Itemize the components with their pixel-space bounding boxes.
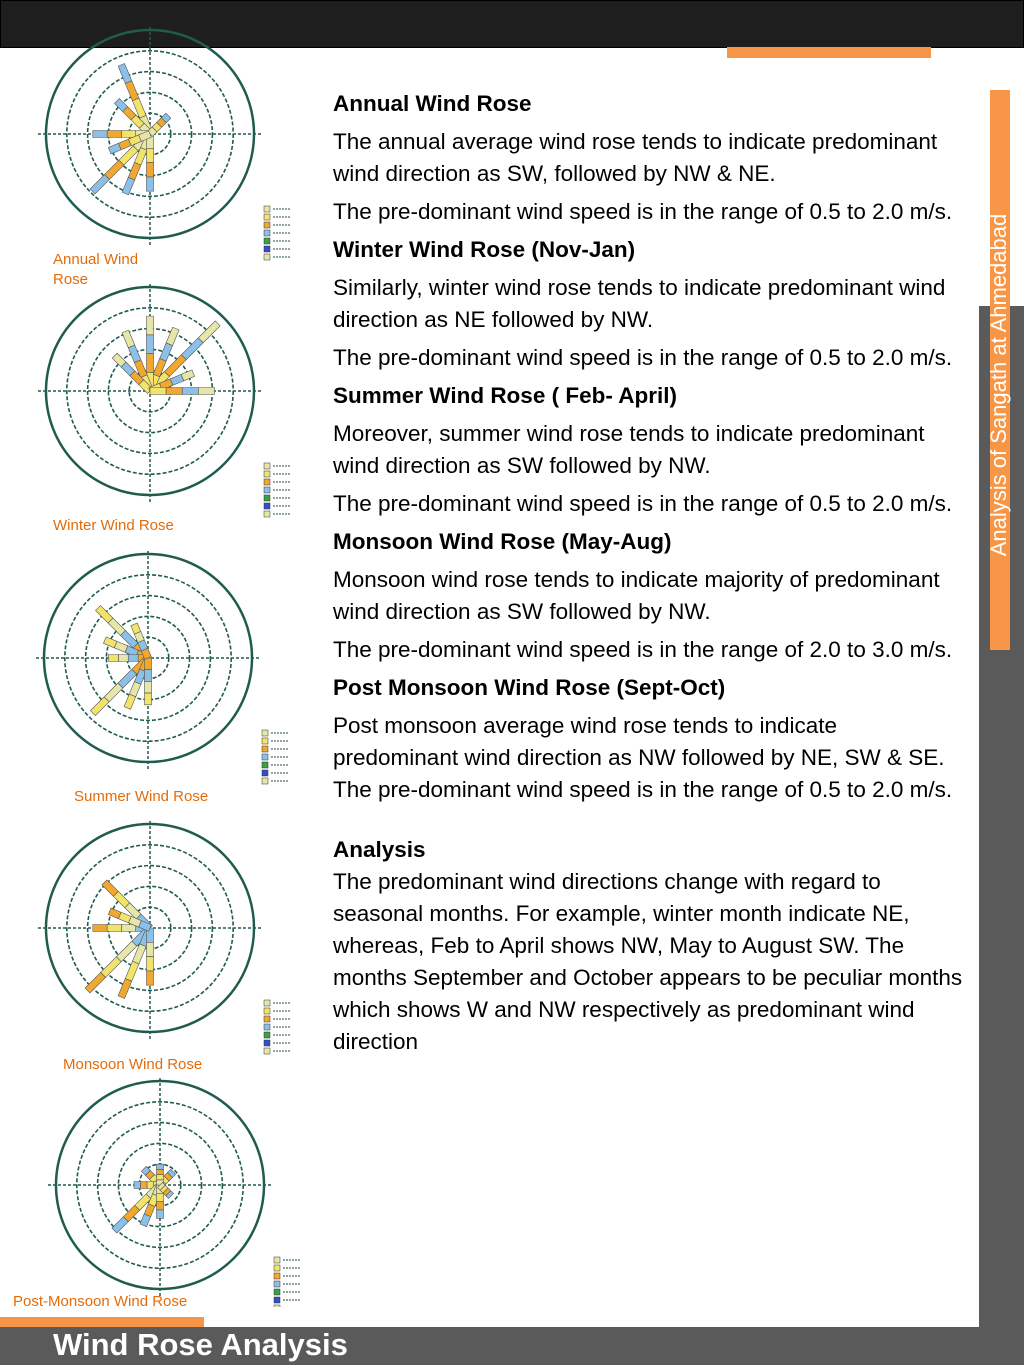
- wind-rose-summer: [28, 550, 298, 790]
- text-winter-direction: Similarly, winter wind rose tends to indicate predominant wind direction as NE followed by NW.: [333, 275, 946, 332]
- rose-legend: [262, 730, 288, 784]
- wind-rose-svg: [30, 820, 300, 1060]
- wind-rose-svg: [30, 283, 300, 523]
- text-monsoon-direction: Monsoon wind rose tends to indicate majority of predominant wind direction as SW followed by NW.: [333, 567, 940, 624]
- rose-petal-s: [145, 658, 152, 705]
- rose-petal-e: [150, 388, 214, 395]
- text-post-direction: Post monsoon average wind rose tends to indicate predominant wind direction as NW followed by NE, SW & SE.: [333, 713, 945, 770]
- side-title-accent: at Ahmedabad: [986, 213, 1011, 356]
- rose-legend: [274, 1257, 300, 1307]
- heading-analysis: Analysis: [333, 837, 426, 862]
- heading-monsoon: Monsoon Wind Rose (May-Aug): [333, 529, 672, 554]
- wind-rose-svg: [28, 550, 298, 790]
- text-analysis: The predominant wind directions change with regard to seasonal months. For example, winter month indicate NE, whereas, Feb to April shows NW, May to August SW. The months September and October appears to be peculiar months which shows W and NW respectively as predominant wind direction: [333, 869, 963, 1054]
- rose-petal-s: [147, 928, 154, 985]
- rose-petal-s: [147, 134, 154, 191]
- caption-post-monsoon: Post-Monsoon Wind Rose: [13, 1293, 188, 1310]
- content-column: [333, 88, 963, 1064]
- side-title-main: Analysis of Sangath: [986, 355, 1011, 557]
- wind-rose-monsoon: [30, 820, 300, 1060]
- rose-petal-n: [157, 1164, 164, 1185]
- text-monsoon-speed: The pre-dominant wind speed is in the range of 2.0 to 3.0 m/s.: [333, 637, 953, 662]
- wind-rose-annual: [30, 26, 300, 266]
- caption-winter: Winter Wind Rose: [53, 517, 174, 534]
- caption-annual: Annual Wind Rose: [53, 251, 139, 288]
- rose-petal-ne: [148, 113, 171, 136]
- wind-rose-winter: [30, 283, 300, 523]
- text-summer-speed: The pre-dominant wind speed is in the range of 0.5 to 2.0 m/s.: [333, 491, 953, 516]
- rose-legend: [264, 1000, 290, 1054]
- wind-rose-svg: [40, 1077, 300, 1307]
- bottom-accent-strip: [0, 1317, 204, 1327]
- rose-petal-ne: [148, 321, 221, 394]
- heading-winter: Winter Wind Rose (Nov-Jan): [333, 237, 636, 262]
- text-post-speed: The pre-dominant wind speed is in the range of 0.5 to 2.0 m/s.: [333, 777, 953, 802]
- rose-legend: [264, 206, 290, 260]
- heading-annual: Annual Wind Rose: [333, 91, 532, 116]
- slide-title: Wind Rose Analysis: [53, 1327, 348, 1362]
- text-annual-speed: The pre-dominant wind speed is in the range of 0.5 to 2.0 m/s.: [333, 199, 953, 224]
- wind-rose-svg: [30, 26, 300, 266]
- side-title: [986, 214, 1012, 556]
- caption-monsoon: Monsoon Wind Rose: [63, 1056, 203, 1073]
- caption-summer: Summer Wind Rose: [74, 788, 209, 805]
- heading-summer: Summer Wind Rose ( Feb- April): [333, 383, 677, 408]
- text-winter-speed: The pre-dominant wind speed is in the range of 0.5 to 2.0 m/s.: [333, 345, 953, 370]
- rose-legend: [264, 463, 290, 517]
- text-annual-direction: The annual average wind rose tends to indicate predominant wind direction as SW, followed by NW & NE.: [333, 129, 938, 186]
- top-accent-strip: [727, 47, 931, 58]
- text-summer-direction: Moreover, summer wind rose tends to indicate predominant wind direction as SW followed by NW.: [333, 421, 925, 478]
- wind-rose-post-monsoon: [40, 1077, 300, 1307]
- heading-post-monsoon: Post Monsoon Wind Rose (Sept-Oct): [333, 675, 726, 700]
